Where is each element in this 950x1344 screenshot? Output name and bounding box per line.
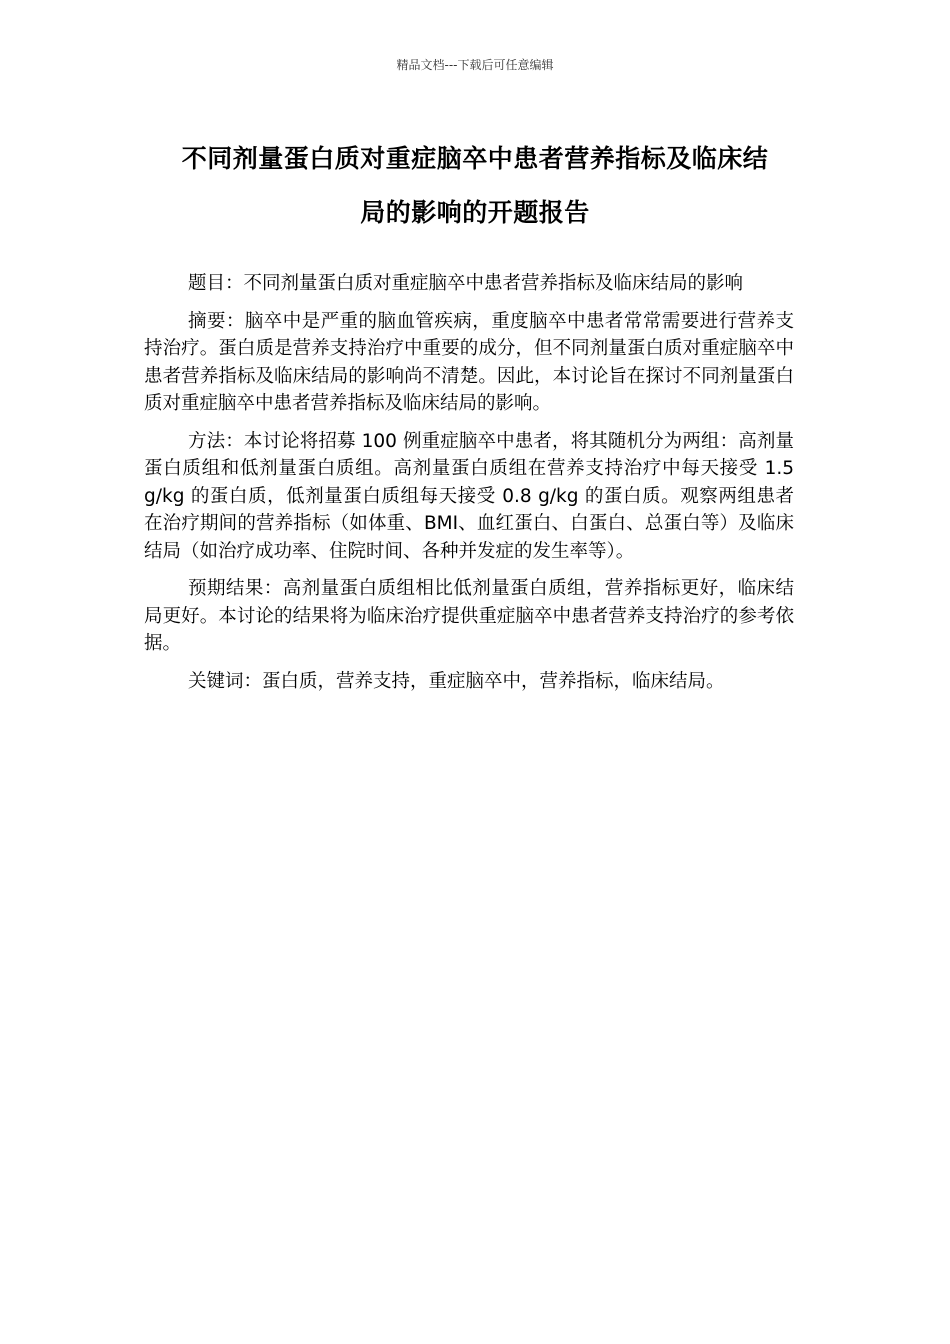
document-body (144, 270, 794, 705)
expected-results-paragraph: 预期结果：高剂量蛋白质组相比低剂量蛋白质组，营养指标更好，临床结局更好。本讨论的结果将为临床治疗提供重症脑卒中患者营养支持治疗的参考依据。 (144, 578, 794, 654)
methods-paragraph: 方法：本讨论将招募 100 例重症脑卒中患者，将其随机分为两组：高剂量蛋白质组和低剂量蛋白质组。高剂量蛋白质组在营养支持治疗中每天接受 1.5 g/kg 的蛋白质，低剂量蛋白质组每天接受 0.8 g/kg 的蛋白质。观察两组患者在治疗期间的营养指标（如体重、BMI、血红蛋白、白蛋白、总蛋白等）及临床结局（如治疗成功率、住院时间、各种并发症的发生率等）。 (144, 430, 794, 562)
keywords-paragraph: 关键词：蛋白质，营养支持，重症脑卒中，营养指标，临床结局。 (188, 670, 725, 692)
title-line-1: 不同剂量蛋白质对重症脑卒中患者营养指标及临床结 (181, 144, 769, 173)
topic-paragraph: 题目：不同剂量蛋白质对重症脑卒中患者营养指标及临床结局的影响 (188, 273, 744, 294)
header-note: 精品文档---下载后可任意编辑 (396, 58, 554, 72)
document-title (140, 132, 810, 240)
title-line-2: 局的影响的开题报告 (360, 198, 590, 227)
abstract-paragraph: 摘要：脑卒中是严重的脑血管疾病，重度脑卒中患者常常需要进行营养支持治疗。蛋白质是营养支持治疗中重要的成分，但不同剂量蛋白质对重症脑卒中患者营养指标及临床结局的影响尚不清楚。因此，本讨论旨在探讨不同剂量蛋白质对重症脑卒中患者营养指标及临床结局的影响。 (144, 310, 794, 414)
